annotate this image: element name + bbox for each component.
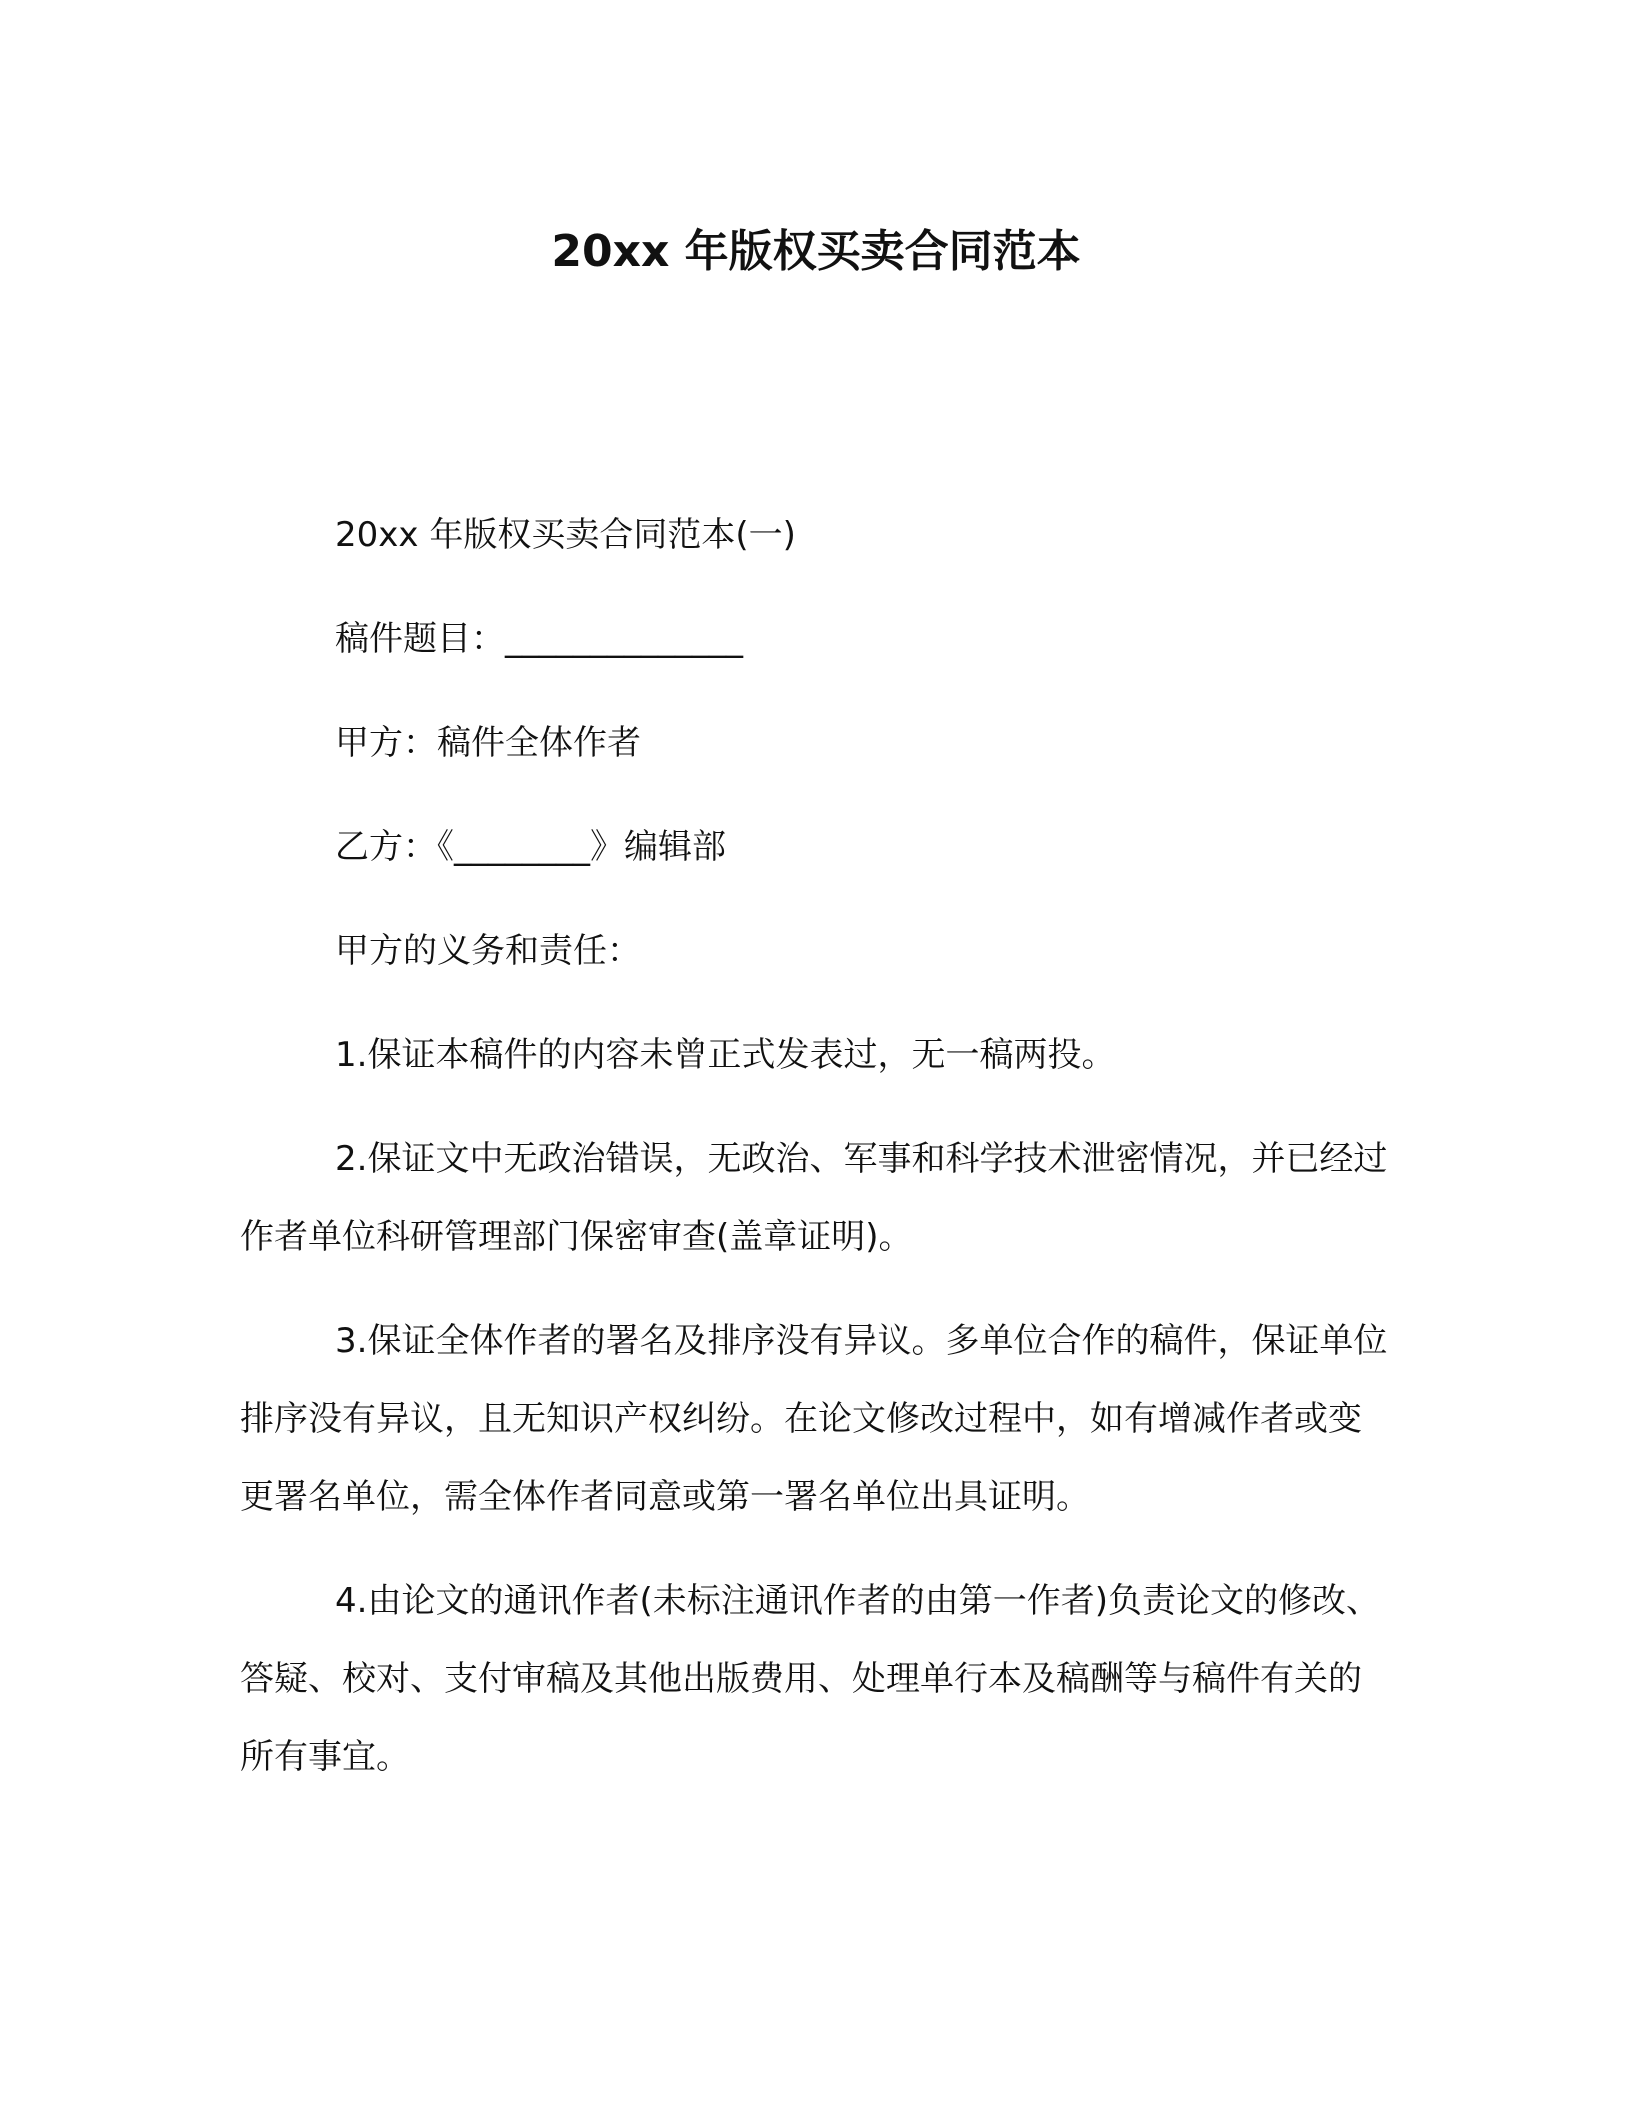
clause-1: 1.保证本稿件的内容未曾正式发表过，无一稿两投。 [335,1035,1116,1075]
party-b-line: 乙方：《________》编辑部 [335,827,726,867]
document-body [240,496,1392,1822]
document-title: 20xx 年版权买卖合同范本 [551,226,1081,277]
manuscript-title-line: 稿件题目：______________ [335,619,743,659]
contract-heading: 20xx 年版权买卖合同范本(一) [335,515,796,555]
clause-3: 3.保证全体作者的署名及排序没有异议。多单位合作的稿件，保证单位排序没有异议，且无知识产权纠纷。在论文修改过程中，如有增减作者或变更署名单位，需全体作者同意或第一署名单位出具证明。 [240,1321,1388,1517]
party-a-duties-heading: 甲方的义务和责任： [335,931,641,971]
party-a-line: 甲方：稿件全体作者 [335,723,641,763]
clause-4: 4.由论文的通讯作者(未标注通讯作者的由第一作者)负责论文的修改、答疑、校对、支付审稿及其他出版费用、处理单行本及稿酬等与稿件有关的所有事宜。 [240,1581,1380,1777]
clause-2: 2.保证文中无政治错误，无政治、军事和科学技术泄密情况，并已经过作者单位科研管理部门保密审查(盖章证明)。 [240,1139,1388,1257]
